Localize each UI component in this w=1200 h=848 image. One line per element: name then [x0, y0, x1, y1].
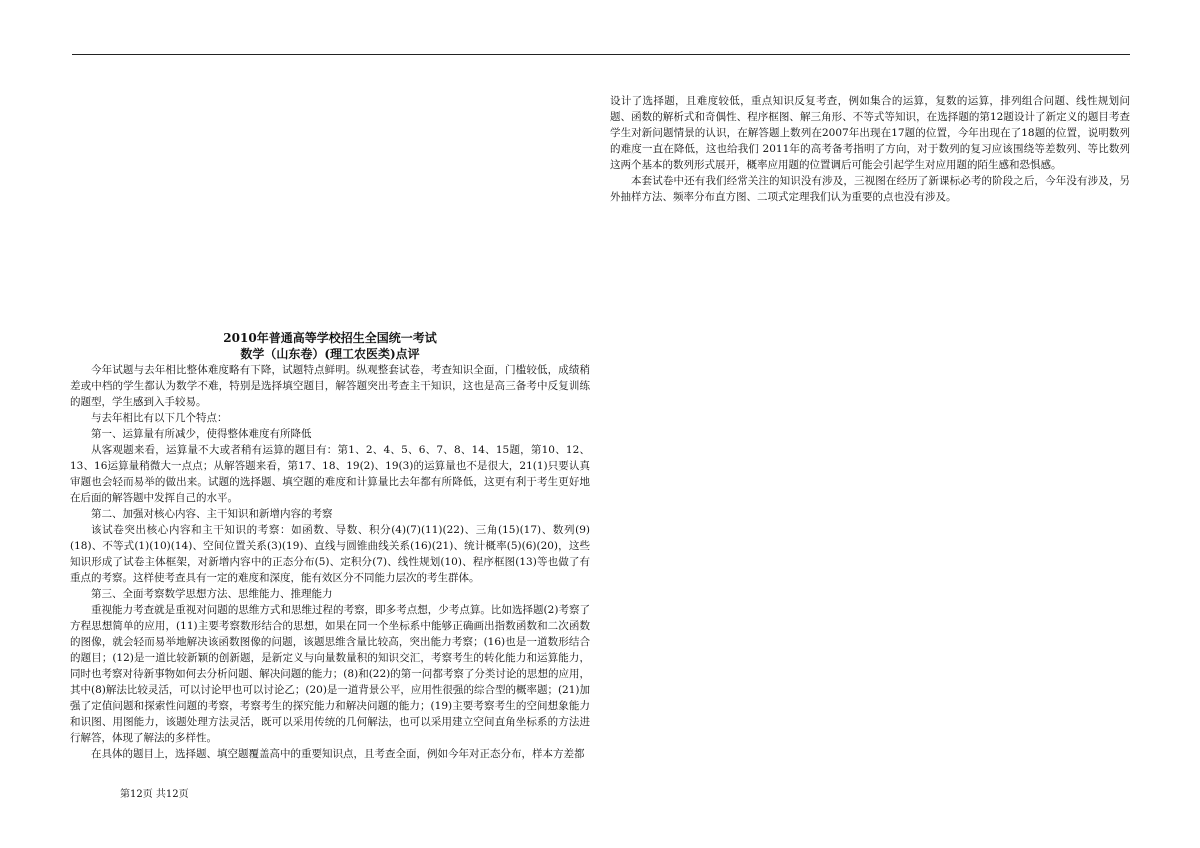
paragraph: 今年试题与去年相比整体难度略有下降，试题特点鲜明。纵观整套试卷，考查知识全面，门槛较低，成绩稍差或中档的学生都认为数学不难，特别是选择填空题目，解答题突出考查主干知识，这也是高三备考中反复训练的题型，学生感到入手较易。 [70, 364, 590, 408]
paragraph: 重视能力考查就是重视对问题的思维方式和思维过程的考察，即多考点想，少考点算。比如选择题(2)考察了方程思想简单的应用，(11)主要考察数形结合的思想，如果在同一个坐标系中能够正确画出指数函数和二次函数的图像，就会轻而易举地解决该函数图像的问题，该题思维含量比较高，突出能力考察；(16)也是一道数形结合的题目；(12)是一道比较新颖的创新题，是新定义与向量数量积的知识交汇，考察考生的转化能力和运算能力，同时也考察对待新事物如何去分析问题、解决问题的能力；(8)和(22)的第一问都考察了分类讨论的思想的应用，其中(8)解法比较灵活，可以讨论甲也可以讨论乙；(20)是一道背景公平，应用性很强的综合型的概率题；(21)加强了定值问题和探索性问题的考察，考察考生的探究能力和解决问题的能力；(19)主要考察考生的空间想象能力和识图、用图能力，该题处理方法灵活，既可以采用传统的几何解法，也可以采用建立空间直角坐标系的方法进行解答，体现了解法的多样性。 [70, 604, 590, 744]
section-heading: 第三、全面考察数学思想方法、思维能力、推理能力 [91, 588, 333, 600]
paragraph: 该试卷突出核心内容和主干知识的考察：如函数、导数、积分(4)(7)(11)(22)、三角(15)(17)、数列(9)(18)、不等式(1)(10)(14)、空间位置关系(3)(19)、直线与圆锥曲线关系(16)(21)、统计概率(5)(6)(20)，这些知识形成了试卷主体框架，对新增内容中的正态分布(5)、定积分(7)、线性规划(10)、程序框图(13)等也做了有重点的考察。这样使考查具有一定的难度和深度，能有效区分不同能力层次的考生群体。 [70, 524, 590, 584]
paragraph-continued: 设计了选择题，且难度较低，重点知识反复考查，例如集合的运算，复数的运算，排列组合问题、线性规划问题、函数的解析式和奇偶性、程序框图、解三角形、不等式等知识，在选择题的第12题设计了新定义的题目考查学生对新问题情景的认识，在解答题上数列在2007年出现在17题的位置，今年出现在了18题的位置，说明数列的难度一直在降低，这也给我们 2011年的高考备考指明了方向，对于数列的复习应该围绕等差数列、等比数列这两个基本的数列形式展开，概率应用题的位置调后可能会引起学生对应用题的陌生感和恐惧感。 [610, 95, 1130, 171]
page-number: 第12页 共12页 [120, 789, 189, 800]
section-heading: 第一、运算量有所减少，使得整体难度有所降低 [91, 428, 312, 440]
section-heading: 第二、加强对核心内容、主干知识和新增内容的考察 [91, 508, 333, 520]
document-subtitle: 数学（山东卷）(理工农医类)点评 [240, 347, 420, 361]
paragraph: 在具体的题目上，选择题、填空题覆盖高中的重要知识点，且考查全面，例如今年对正态分布，样本方差都 [91, 748, 585, 760]
header-rule [72, 54, 1130, 55]
right-column [610, 93, 1130, 205]
paragraph: 从客观题来看，运算量不大或者稍有运算的题目有：第1、2、4、5、6、7、8、14、15题，第10、12、13、16运算量稍微大一点点；从解答题来看，第17、18、19(2)、19(3)的运算量也不是很大，21(1)只要认真审题也会轻而易举的做出来。试题的选择题、填空题的难度和计算量比去年都有所降低，这更有利于考生更好地在后面的解答题中发挥自己的水平。 [70, 444, 590, 504]
left-column [70, 330, 590, 762]
document-title: 2010年普通高等学校招生全国统一考试 [223, 331, 437, 345]
paragraph: 与去年相比有以下几个特点： [91, 412, 228, 424]
paragraph: 本套试卷中还有我们经常关注的知识没有涉及，三视图在经历了新课标必考的阶段之后，今年没有涉及，另外抽样方法、频率分布直方图、二项式定理我们认为重要的点也没有涉及。 [610, 175, 1130, 203]
